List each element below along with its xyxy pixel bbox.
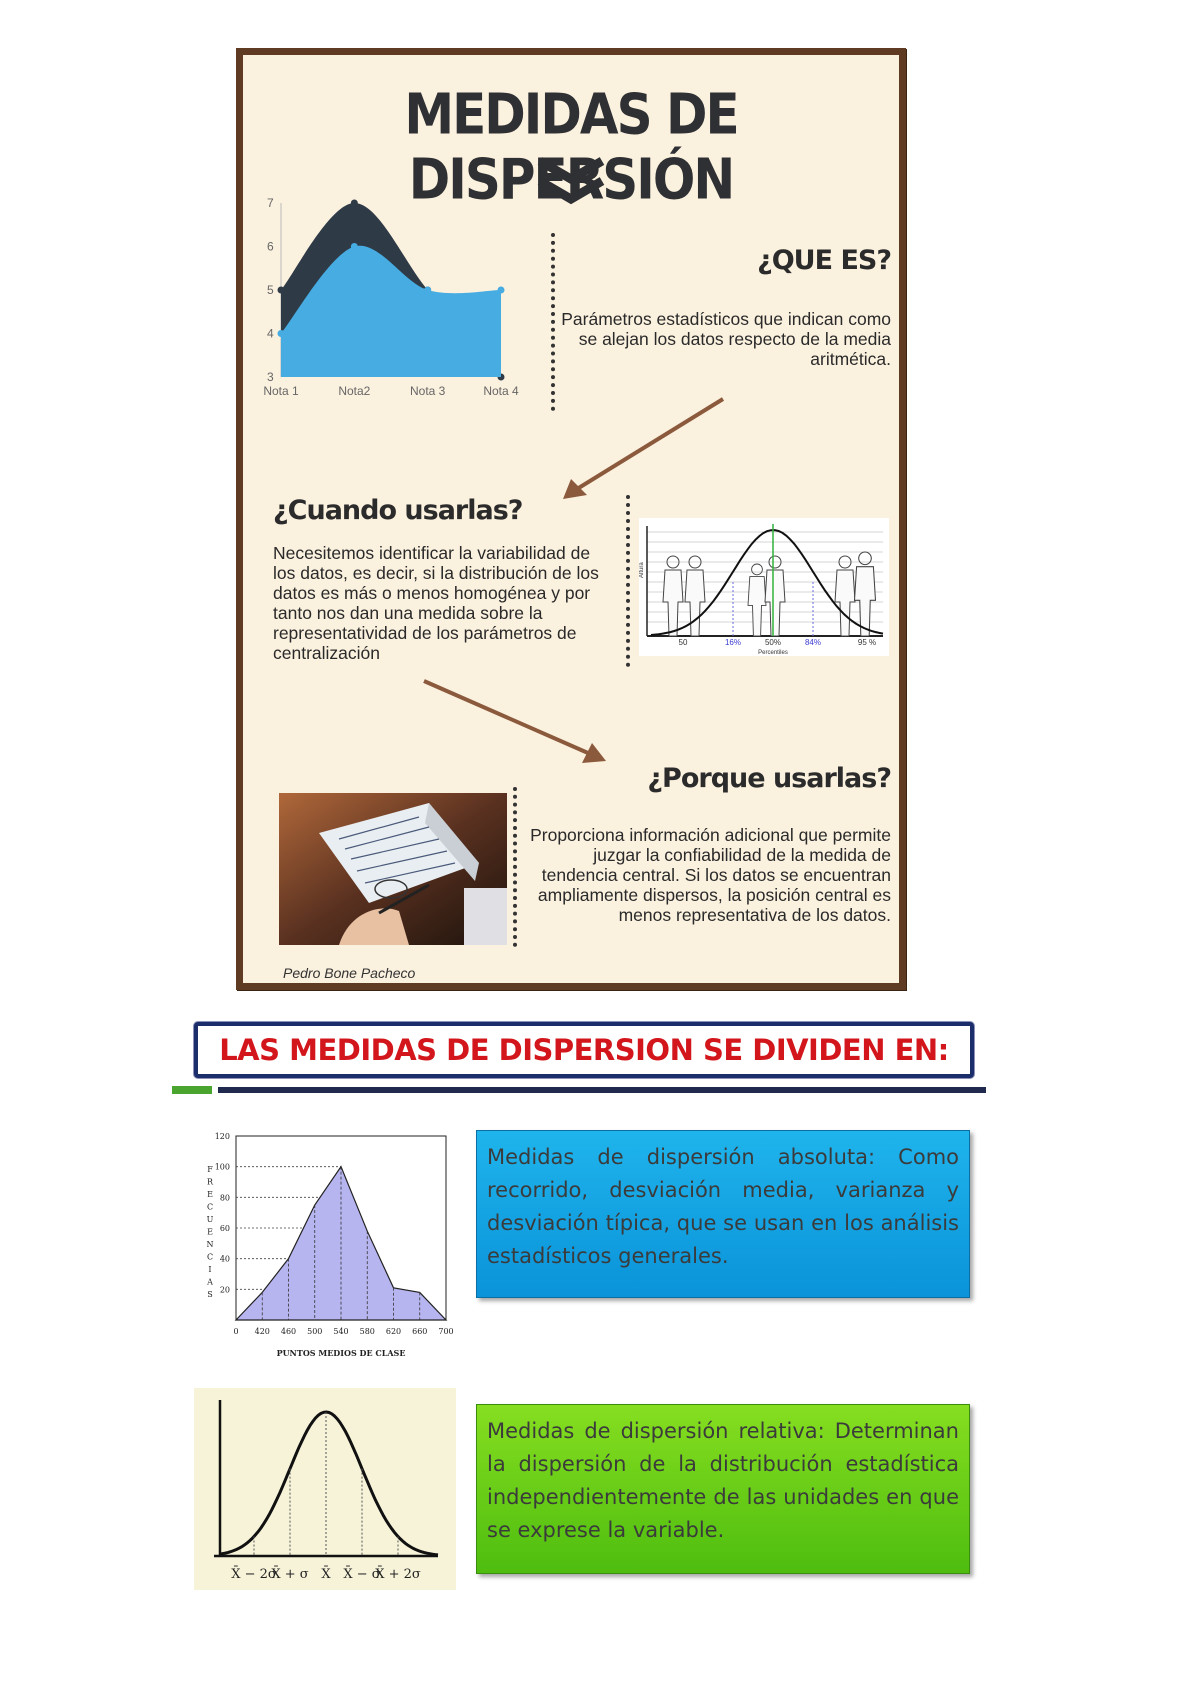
data-point	[498, 287, 505, 294]
x-tick-label: 580	[359, 1327, 375, 1336]
normal-curve-image	[194, 1388, 456, 1590]
y-axis-letter: U	[206, 1215, 214, 1224]
x-tick-label: Nota2	[338, 384, 371, 398]
author-credit: Pedro Bone Pacheco	[283, 965, 416, 981]
x-axis-label: Percentiles	[758, 650, 788, 656]
x-axis-label: PUNTOS MEDIOS DE CLASE	[276, 1348, 406, 1358]
sigma-label: X̄ + σ	[271, 1567, 309, 1582]
infographic-poster	[236, 48, 906, 990]
frequency-chart	[196, 1120, 460, 1360]
poster-title: MEDIDAS DE DISPERSIÓN	[404, 82, 738, 212]
y-tick-label: 100	[214, 1162, 230, 1172]
y-tick-label: 5	[267, 283, 274, 297]
x-tick-label: Nota 1	[263, 384, 299, 398]
porque-heading: ¿Porque usarlas?	[647, 763, 891, 794]
sigma-label: X̄	[321, 1567, 331, 1582]
y-tick-label: 7	[267, 196, 274, 210]
x-tick-label: 540	[333, 1327, 349, 1336]
absolute-dispersion-text: Medidas de dispersión absoluta: Como recorrido, desviación media, varianza y desviación típica, que se usan en los análisis estadísticos generales.	[487, 1145, 959, 1268]
y-tick-label: 4	[267, 326, 274, 341]
y-axis-letter: C	[206, 1202, 214, 1212]
x-tick-label: 460	[280, 1327, 297, 1336]
divider-dotted	[513, 787, 517, 947]
section-banner	[194, 1022, 974, 1078]
banner-title: LAS MEDIDAS DE DISPERSION SE DIVIDEN EN:	[219, 1033, 949, 1067]
divider-bar-green	[172, 1086, 212, 1094]
chevron-down-icon	[536, 155, 606, 207]
sigma-label: X̄ − σ	[343, 1567, 381, 1582]
data-point	[351, 243, 358, 250]
divider-dotted	[551, 233, 555, 411]
x-tick-label: 500	[307, 1327, 323, 1336]
divider-bar-navy	[218, 1087, 986, 1093]
y-axis-letter: R	[206, 1177, 214, 1187]
y-axis-letter: A	[207, 1277, 213, 1287]
data-point	[351, 200, 358, 207]
relative-dispersion-text: Medidas de dispersión relativa: Determinan la dispersión de la distribución estadística independientemente de las unidades en que se exprese la variable.	[487, 1419, 959, 1542]
y-axis-letter: S	[207, 1290, 213, 1299]
y-tick-label: 20	[219, 1285, 230, 1295]
x-tick-label: 620	[385, 1327, 402, 1336]
y-axis-label: Altura	[639, 562, 645, 578]
data-point	[424, 287, 431, 294]
relative-dispersion-box	[476, 1404, 970, 1574]
que-es-heading: ¿QUE ES?	[757, 245, 891, 276]
data-point	[278, 330, 285, 337]
cuando-text: Necesitemos identificar la variabilidad de los datos, es decir, si la distribución de los datos es más o menos homogénea y por tanto nos dan una medida sobre la representatividad de los parámetros de centralización	[273, 543, 599, 663]
x-tick-label: 0	[233, 1327, 239, 1336]
x-tick-label: 50	[678, 638, 688, 647]
y-tick-label: 3	[267, 370, 274, 384]
x-tick-label: 95 %	[857, 638, 877, 647]
arrow-down-right	[418, 675, 618, 775]
y-tick-label: 6	[267, 239, 274, 254]
sigma-label: X̄ − 2σ	[231, 1567, 277, 1582]
absolute-dispersion-box	[476, 1130, 970, 1298]
cuando-heading: ¿Cuando usarlas?	[273, 495, 523, 526]
y-axis-letter: I	[208, 1265, 212, 1274]
x-tick-label: 16%	[724, 638, 742, 647]
y-tick-label: 80	[219, 1193, 230, 1203]
area-chart	[247, 191, 537, 411]
y-axis-letter: C	[206, 1252, 214, 1262]
x-tick-label: 700	[438, 1327, 454, 1336]
y-axis-letter: E	[207, 1227, 213, 1237]
sigma-label: X̄ + 2σ	[375, 1567, 421, 1582]
que-es-text: Parámetros estadísticos que indican como se alejan los datos respecto de la media aritmética.	[561, 309, 891, 369]
x-tick-label: 660	[412, 1327, 428, 1336]
y-axis-letter: E	[207, 1190, 213, 1199]
y-axis-letter: F	[207, 1165, 213, 1174]
x-tick-label: 420	[254, 1327, 270, 1336]
arrow-down-left	[553, 395, 733, 505]
notebook-photo	[279, 793, 507, 945]
data-point	[278, 287, 285, 294]
bell-curve-image	[639, 518, 889, 656]
x-tick-label: Nota 4	[483, 384, 519, 398]
x-tick-label: 84%	[804, 638, 822, 647]
porque-text: Proporciona información adicional que permite juzgar la confiabilidad de la medida de tendencia central. Si los datos se encuentran ampliamente dispersos, la posición central es menos representativa de los datos.	[530, 825, 891, 925]
x-tick-label: Nota 3	[409, 384, 446, 398]
y-tick-label: 60	[219, 1224, 230, 1233]
y-axis-letter: N	[206, 1240, 214, 1249]
y-tick-label: 40	[219, 1254, 230, 1264]
divider-dotted	[626, 495, 630, 667]
y-tick-label: 120	[214, 1132, 230, 1141]
x-tick-label: 50%	[764, 638, 782, 647]
